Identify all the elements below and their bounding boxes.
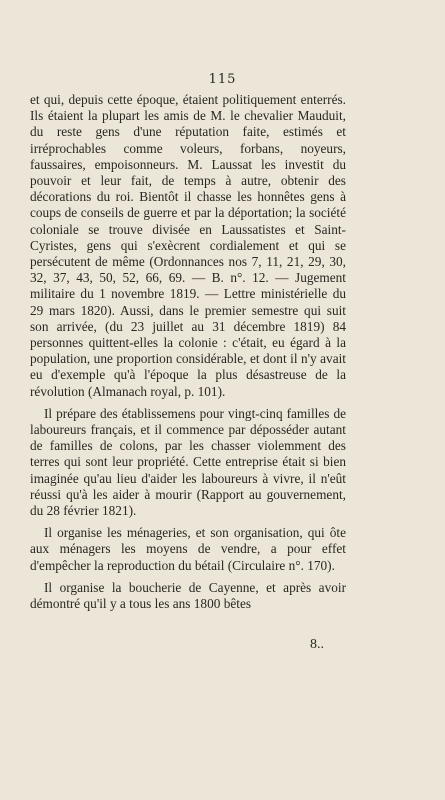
page-number: 115 (208, 72, 237, 87)
paragraph-1: et qui, depuis cette époque, étaient politiquement enterrés. Ils étaient la plupart les amis de M. le chevalier Mauduit, du reste gens d'une réputation faite, estimés et irréprochables comme voleurs, forbans, noyeurs, faussaires, empoisonneurs. M. Laussat les investit du pouvoir et leur fait, de temps à autre, obtenir des décorations du roi. Bientôt il chasse les honnêtes gens à coups de conseils de guerre et par la déportation; la société coloniale se trouve divisée en Laussatistes et Saint-Cyristes, gens qui s'exècrent cordialement et qui se persécutent de même (Ordonnances nos 7, 11, 21, 29, 30, 32, 37, 43, 50, 52, 66, 69. — B. n°. 12. — Jugement militaire du 1 novembre 1819. — Lettre ministérielle du 29 mars 1820). Aussi, dans le premier semestre qui suit son arrivée, (du 23 juillet au 31 décembre 1819) 84 personnes quittent-elles la colonie : c'était, eu égard à la population, une proportion considérable, et dont il n'y avait eu d'exemple qu'à l'époque la plus désastreuse de la révolution (Almanach royal, p. 101). (30, 92, 346, 399)
signature-mark: 8.. (310, 637, 324, 652)
paragraph-3: Il organise les ménageries, et son organisation, qui ôte aux ménagers les moyens de vendre, a pour effet d'empêcher la reproduction du bétail (Circulaire n°. 170). (30, 525, 346, 573)
body-text (30, 92, 346, 612)
paragraph-2: Il prépare des établissemens pour vingt-cinq familles de laboureurs français, et il commence par déposséder autant de familles de colons, par les chasser violemment des terres qui sont leur propriété. Cette entreprise était si bien imaginée qu'au lieu d'aider les laboureurs à vivre, il n'eût réussi qu'à les aider à mourir (Rapport au gouvernement, du 28 février 1821). (30, 405, 346, 519)
paragraph-4: Il organise la boucherie de Cayenne, et après avoir démontré qu'il y a tous les ans 1800 bêtes (30, 579, 346, 612)
